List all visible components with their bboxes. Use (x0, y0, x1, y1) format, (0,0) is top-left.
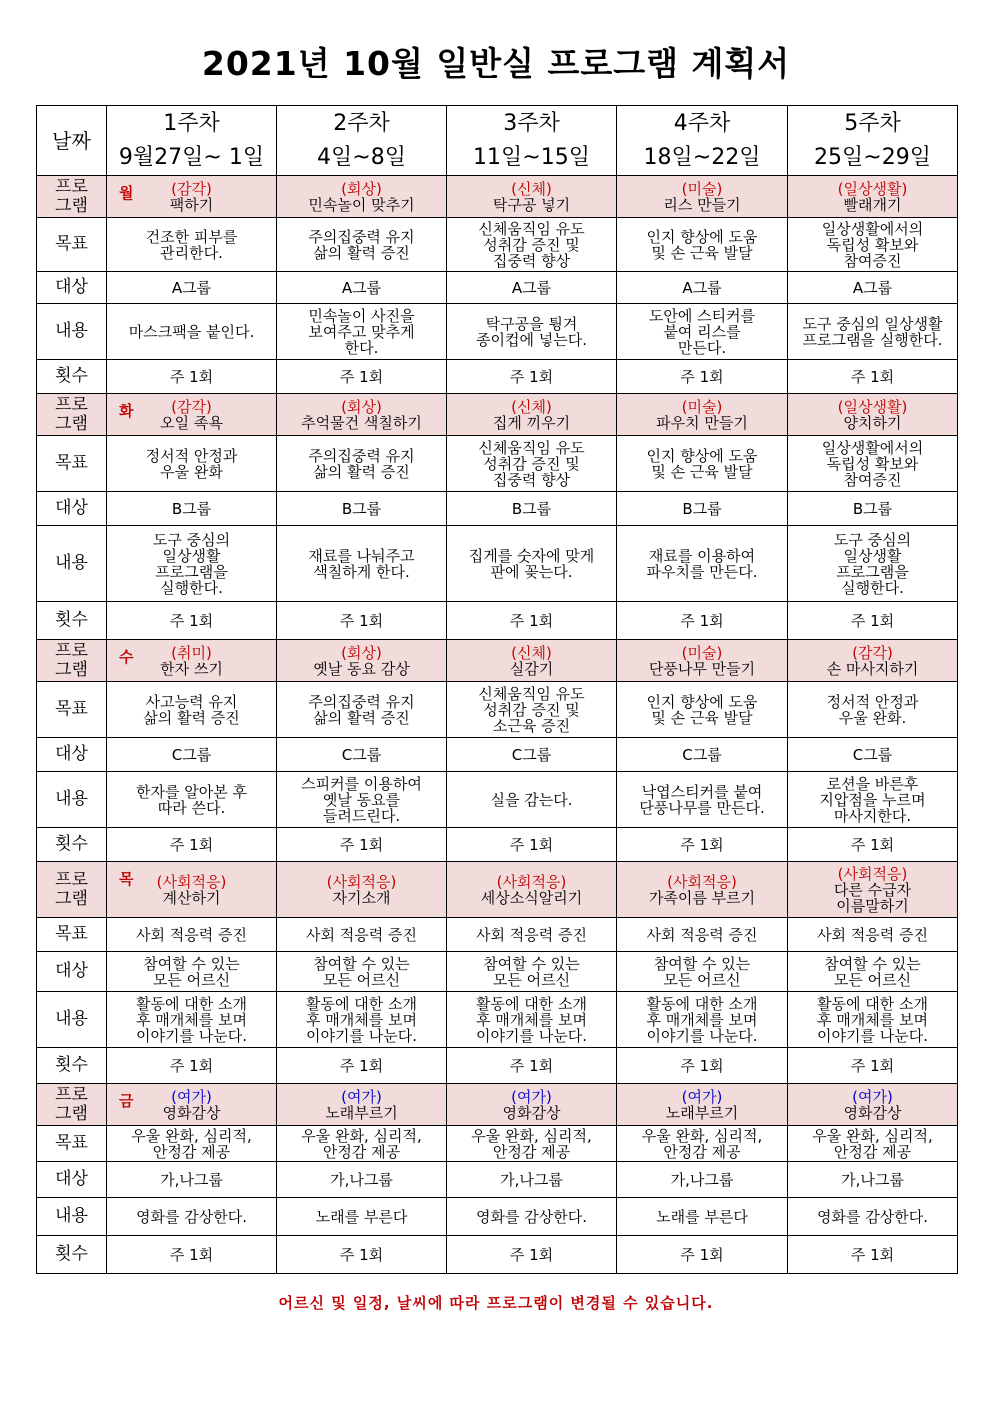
count-row (37, 1048, 958, 1084)
goal-cell: 우울 완화, 심리적, 안정감 제공 (277, 1126, 447, 1162)
content-row (37, 526, 958, 602)
program-cell (277, 176, 447, 218)
row-label: 프로 그램 (37, 176, 107, 218)
content-row (37, 1198, 958, 1236)
program-cell (617, 862, 788, 918)
count-row (37, 1236, 958, 1274)
row-label: 횟수 (37, 360, 107, 394)
week-dates: 25일~29일 (814, 144, 931, 170)
week-header-1 (107, 106, 277, 176)
goal-cell: 사회 적응력 증진 (277, 918, 447, 952)
program-name: 팩하기 (169, 195, 214, 214)
content-cell: 스피커를 이용하여 옛날 동요를 들려드린다. (277, 772, 447, 828)
program-name: 다른 수급자 이름말하기 (833, 880, 912, 915)
program-category: (감각) (852, 643, 893, 662)
row-label: 프로 그램 (37, 640, 107, 682)
program-name: 리스 만들기 (663, 195, 741, 214)
program-name: 오일 족욕 (160, 413, 223, 432)
program-cell (788, 394, 958, 436)
program-category: (미술) (681, 643, 723, 662)
program-name: 가족이름 부르기 (648, 888, 756, 907)
weekday-label: 금 (119, 1092, 134, 1110)
content-cell: 한자를 알아본 후 따라 쓴다. (107, 772, 277, 828)
goal-cell: 사회 적응력 증진 (788, 918, 958, 952)
count-cell: 주 1회 (788, 360, 958, 394)
row-label: 목표 (37, 218, 107, 272)
program-cell (447, 394, 617, 436)
target-cell: 참여할 수 있는 모든 어르신 (107, 952, 277, 992)
goal-cell: 일상생활에서의 독립성 확보와 참여증진 (788, 436, 958, 492)
count-cell: 주 1회 (107, 1236, 277, 1274)
goal-cell: 신체움직임 유도 성취감 증진 및 소근육 증진 (447, 682, 617, 738)
count-cell: 주 1회 (617, 360, 788, 394)
target-cell: 가,나그룹 (788, 1162, 958, 1198)
week-header-4 (617, 106, 788, 176)
target-cell: 가,나그룹 (107, 1162, 277, 1198)
target-cell: B그룹 (788, 492, 958, 526)
row-label: 프로 그램 (37, 1084, 107, 1126)
program-category: (신체) (511, 643, 552, 662)
goal-cell: 사고능력 유지 삶의 활력 증진 (107, 682, 277, 738)
target-cell: B그룹 (107, 492, 277, 526)
goal-cell: 사회 적응력 증진 (107, 918, 277, 952)
program-name: 파우치 만들기 (656, 413, 748, 432)
program-category: (여가) (852, 1087, 893, 1106)
content-cell: 노래를 부른다 (277, 1198, 447, 1236)
count-cell: 주 1회 (788, 1236, 958, 1274)
row-label: 프로 그램 (37, 862, 107, 918)
count-row (37, 828, 958, 862)
program-name: 탁구공 넣기 (492, 195, 571, 214)
program-name: 손 마사지하기 (826, 659, 919, 678)
count-cell: 주 1회 (107, 360, 277, 394)
program-cell (617, 640, 788, 682)
page-title: 2021년 10월 일반실 프로그램 계획서 (201, 44, 791, 83)
program-category: (취미) (171, 643, 212, 662)
target-cell: B그룹 (447, 492, 617, 526)
row-label: 횟수 (37, 1048, 107, 1084)
week-label: 2주차 (333, 110, 390, 136)
count-cell: 주 1회 (277, 828, 447, 862)
date-header: 날짜 (37, 106, 107, 176)
target-row (37, 1162, 958, 1198)
program-row (37, 394, 958, 436)
row-label: 횟수 (37, 1236, 107, 1274)
goal-cell: 주의집중력 유지 삶의 활력 증진 (277, 436, 447, 492)
program-category: (감각) (171, 179, 212, 198)
target-cell: 참여할 수 있는 모든 어르신 (447, 952, 617, 992)
target-cell: B그룹 (617, 492, 788, 526)
row-label: 대상 (37, 952, 107, 992)
target-cell: C그룹 (617, 738, 788, 772)
content-row (37, 304, 958, 360)
goal-cell: 인지 향상에 도움 및 손 근육 발달 (617, 436, 788, 492)
content-cell: 활동에 대한 소개 후 매개체를 보며 이야기를 나눈다. (617, 992, 788, 1048)
goal-cell: 우울 완화, 심리적, 안정감 제공 (617, 1126, 788, 1162)
program-category: (회상) (341, 643, 382, 662)
program-row (37, 176, 958, 218)
program-cell (447, 1084, 617, 1126)
program-category: (미술) (681, 179, 723, 198)
target-cell: A그룹 (107, 272, 277, 304)
row-label: 내용 (37, 992, 107, 1048)
program-cell (447, 640, 617, 682)
program-name: 단풍나무 만들기 (648, 659, 756, 678)
week-label: 5주차 (844, 110, 901, 136)
program-name: 영화감상 (162, 1103, 221, 1122)
goal-row (37, 918, 958, 952)
goal-cell: 주의집중력 유지 삶의 활력 증진 (277, 218, 447, 272)
week-dates: 4일~8일 (317, 144, 406, 170)
program-name: 옛날 동요 감상 (313, 659, 410, 678)
count-cell: 주 1회 (277, 360, 447, 394)
count-cell: 주 1회 (447, 602, 617, 640)
weekday-label: 월 (119, 184, 134, 202)
program-category: (여가) (341, 1087, 382, 1106)
row-label: 목표 (37, 918, 107, 952)
program-cell (617, 176, 788, 218)
target-cell: A그룹 (277, 272, 447, 304)
goal-cell: 사회 적응력 증진 (617, 918, 788, 952)
count-cell: 주 1회 (277, 602, 447, 640)
count-cell: 주 1회 (788, 1048, 958, 1084)
content-cell: 낙엽스티커를 붙여 단풍나무를 만든다. (617, 772, 788, 828)
content-cell: 탁구공을 튕겨 종이컵에 넣는다. (447, 304, 617, 360)
week-header-3 (447, 106, 617, 176)
program-category: (미술) (681, 397, 723, 416)
week-dates: 9월27일~ 1일 (118, 144, 265, 170)
program-category: (감각) (171, 397, 212, 416)
target-cell: C그룹 (277, 738, 447, 772)
program-name: 자기소개 (332, 888, 391, 907)
count-cell: 주 1회 (447, 360, 617, 394)
program-cell (277, 1084, 447, 1126)
week-label: 1주차 (163, 110, 220, 136)
content-cell: 활동에 대한 소개 후 매개체를 보며 이야기를 나눈다. (107, 992, 277, 1048)
row-label: 목표 (37, 1126, 107, 1162)
program-category: (회상) (341, 397, 382, 416)
program-category: (사회적응) (837, 864, 908, 883)
program-category: (사회적응) (667, 872, 737, 891)
content-cell: 영화를 감상한다. (788, 1198, 958, 1236)
count-cell: 주 1회 (617, 1236, 788, 1274)
goal-cell: 정서적 안정과 우울 완화 (107, 436, 277, 492)
target-cell: 참여할 수 있는 모든 어르신 (617, 952, 788, 992)
program-name: 한자 쓰기 (160, 659, 223, 678)
content-cell: 도구 중심의 일상생활 프로그램을 실행한다. (788, 526, 958, 602)
program-name: 실감기 (509, 659, 554, 678)
program-cell (107, 1084, 277, 1126)
program-cell (788, 176, 958, 218)
row-label: 대상 (37, 492, 107, 526)
week-dates: 11일~15일 (473, 144, 590, 170)
weekday-label: 수 (119, 648, 134, 666)
content-cell: 도구 중심의 일상생활 프로그램을 실행한다. (107, 526, 277, 602)
target-cell: A그룹 (447, 272, 617, 304)
content-cell: 재료를 나눠주고 색칠하게 한다. (277, 526, 447, 602)
week-header-2 (277, 106, 447, 176)
content-cell: 재료를 이용하여 파우치를 만든다. (617, 526, 788, 602)
program-cell (447, 176, 617, 218)
weekday-label: 목 (119, 870, 134, 888)
count-cell: 주 1회 (617, 828, 788, 862)
goal-cell: 우울 완화, 심리적, 안정감 제공 (447, 1126, 617, 1162)
program-cell (617, 1084, 788, 1126)
goal-row (37, 682, 958, 738)
target-cell: C그룹 (788, 738, 958, 772)
target-cell: 참여할 수 있는 모든 어르신 (788, 952, 958, 992)
week-header-5 (788, 106, 958, 176)
target-cell: 가,나그룹 (617, 1162, 788, 1198)
row-label: 내용 (37, 526, 107, 602)
program-category: (일상생활) (837, 179, 908, 198)
program-name: 세상소식알리기 (480, 888, 583, 907)
change-notice: 어르신 및 일정, 날씨에 따라 프로그램이 변경될 수 있습니다. (278, 1294, 714, 1312)
target-row (37, 492, 958, 526)
row-label: 목표 (37, 436, 107, 492)
program-category: (신체) (511, 397, 552, 416)
week-dates: 18일~22일 (643, 144, 761, 170)
content-cell: 실을 감는다. (447, 772, 617, 828)
count-cell: 주 1회 (107, 828, 277, 862)
program-row (37, 1084, 958, 1126)
program-cell (107, 862, 277, 918)
target-cell: C그룹 (107, 738, 277, 772)
program-cell (447, 862, 617, 918)
goal-cell: 정서적 안정과 우울 완화. (788, 682, 958, 738)
content-cell: 마스크팩을 붙인다. (107, 304, 277, 360)
row-label: 내용 (37, 304, 107, 360)
week-label: 3주차 (503, 110, 560, 136)
program-name: 노래부르기 (665, 1103, 739, 1122)
week-label: 4주차 (673, 110, 731, 136)
goal-row (37, 1126, 958, 1162)
count-cell: 주 1회 (617, 602, 788, 640)
program-category: (여가) (171, 1087, 212, 1106)
row-label: 목표 (37, 682, 107, 738)
program-name: 빨래개기 (843, 195, 902, 214)
target-cell: 참여할 수 있는 모든 어르신 (277, 952, 447, 992)
row-label: 대상 (37, 738, 107, 772)
target-cell: 가,나그룹 (447, 1162, 617, 1198)
program-name: 계산하기 (162, 888, 221, 907)
goal-cell: 인지 향상에 도움 및 손 근육 발달 (617, 218, 788, 272)
program-category: (사회적응) (326, 872, 397, 891)
count-cell: 주 1회 (617, 1048, 788, 1084)
goal-cell: 건조한 피부를 관리한다. (107, 218, 277, 272)
program-category: (여가) (511, 1087, 552, 1106)
program-cell (788, 862, 958, 918)
content-cell: 활동에 대한 소개 후 매개체를 보며 이야기를 나눈다. (447, 992, 617, 1048)
count-cell: 주 1회 (277, 1236, 447, 1274)
program-category: (신체) (511, 179, 552, 198)
program-cell (107, 394, 277, 436)
count-row (37, 360, 958, 394)
content-cell: 로션을 바른후 지압점을 누르며 마사지한다. (788, 772, 958, 828)
content-cell: 민속놀이 사진을 보여주고 맞추게 한다. (277, 304, 447, 360)
goal-cell: 우울 완화, 심리적, 안정감 제공 (788, 1126, 958, 1162)
count-cell: 주 1회 (447, 828, 617, 862)
program-category: (사회적응) (496, 872, 567, 891)
target-row (37, 738, 958, 772)
program-cell (788, 640, 958, 682)
content-cell: 도안에 스티커를 붙여 리스를 만든다. (617, 304, 788, 360)
count-cell: 주 1회 (788, 828, 958, 862)
goal-cell: 주의집중력 유지 삶의 활력 증진 (277, 682, 447, 738)
program-cell (107, 176, 277, 218)
goal-cell: 신체움직임 유도 성취감 증진 및 집중력 향상 (447, 218, 617, 272)
target-cell: C그룹 (447, 738, 617, 772)
program-name: 추억물건 색칠하기 (301, 413, 422, 432)
program-name: 노래부르기 (325, 1103, 398, 1122)
row-label: 횟수 (37, 602, 107, 640)
content-cell: 영화를 감상한다. (107, 1198, 277, 1236)
row-label: 내용 (37, 772, 107, 828)
content-cell: 도구 중심의 일상생활 프로그램을 실행한다. (788, 304, 958, 360)
count-cell: 주 1회 (277, 1048, 447, 1084)
program-name: 양치하기 (843, 413, 902, 432)
program-cell (788, 1084, 958, 1126)
program-name: 집게 끼우기 (492, 413, 571, 432)
content-row (37, 992, 958, 1048)
program-cell (277, 394, 447, 436)
content-cell: 영화를 감상한다. (447, 1198, 617, 1236)
count-cell: 주 1회 (107, 602, 277, 640)
weekday-label: 화 (119, 402, 134, 420)
program-cell (277, 640, 447, 682)
row-label: 대상 (37, 1162, 107, 1198)
target-cell: B그룹 (277, 492, 447, 526)
program-name: 민속놀이 맞추기 (308, 195, 415, 214)
target-cell: A그룹 (617, 272, 788, 304)
goal-cell: 일상생활에서의 독립성 확보와 참여증진 (788, 218, 958, 272)
count-row (37, 602, 958, 640)
content-cell: 노래를 부른다 (617, 1198, 788, 1236)
row-label: 대상 (37, 272, 107, 304)
target-cell: 가,나그룹 (277, 1162, 447, 1198)
target-row (37, 952, 958, 992)
program-cell (107, 640, 277, 682)
program-name: 영화감상 (843, 1103, 902, 1122)
goal-cell: 우울 완화, 심리적, 안정감 제공 (107, 1126, 277, 1162)
count-cell: 주 1회 (788, 602, 958, 640)
content-row (37, 772, 958, 828)
program-row (37, 640, 958, 682)
program-name: 영화감상 (502, 1103, 561, 1122)
count-cell: 주 1회 (447, 1236, 617, 1274)
program-category: (일상생활) (837, 397, 908, 416)
content-cell: 활동에 대한 소개 후 매개체를 보며 이야기를 나눈다. (788, 992, 958, 1048)
program-row (37, 862, 958, 918)
row-label: 프로 그램 (37, 394, 107, 436)
goal-row (37, 218, 958, 272)
content-cell: 활동에 대한 소개 후 매개체를 보며 이야기를 나눈다. (277, 992, 447, 1048)
program-category: (회상) (341, 179, 382, 198)
row-label: 내용 (37, 1198, 107, 1236)
program-plan-table (36, 105, 958, 1274)
goal-cell: 신체움직임 유도 성취감 증진 및 집중력 향상 (447, 436, 617, 492)
count-cell: 주 1회 (107, 1048, 277, 1084)
goal-cell: 인지 향상에 도움 및 손 근육 발달 (617, 682, 788, 738)
goal-row (37, 436, 958, 492)
program-cell (617, 394, 788, 436)
target-row (37, 272, 958, 304)
count-cell: 주 1회 (447, 1048, 617, 1084)
goal-cell: 사회 적응력 증진 (447, 918, 617, 952)
content-cell: 집게를 숫자에 맞게 판에 꽂는다. (447, 526, 617, 602)
row-label: 횟수 (37, 828, 107, 862)
program-category: (사회적응) (156, 872, 227, 891)
program-cell (277, 862, 447, 918)
target-cell: A그룹 (788, 272, 958, 304)
header-row (37, 106, 958, 176)
program-category: (여가) (681, 1087, 723, 1106)
